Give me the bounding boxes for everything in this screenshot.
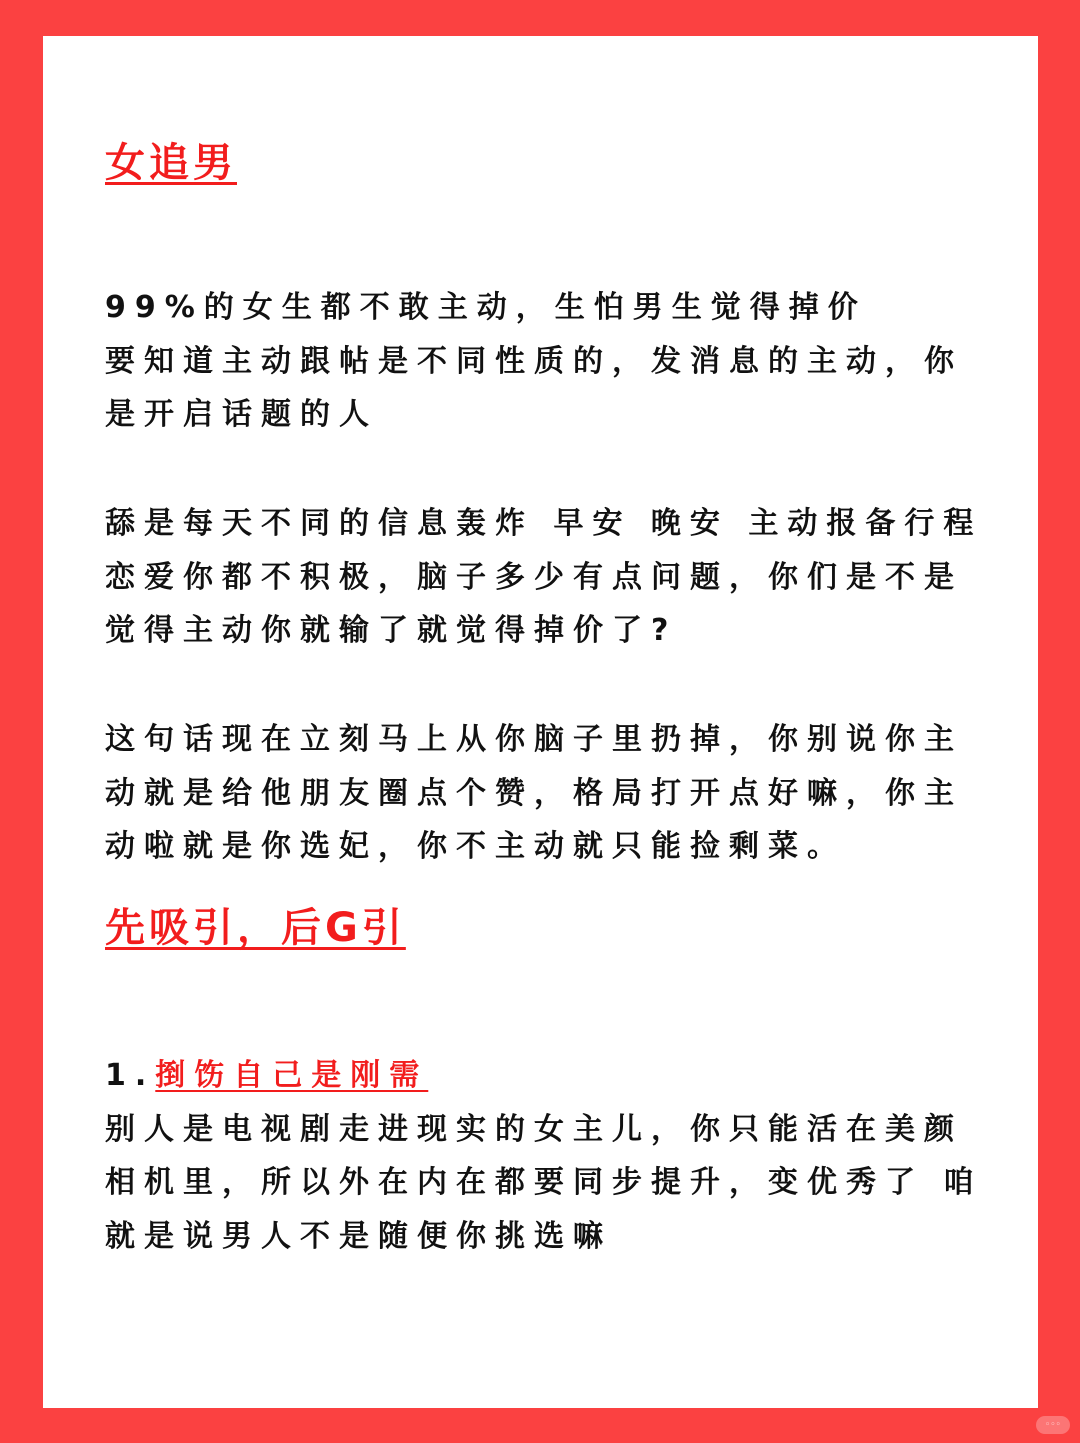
text-line: 这句话现在立刻马上从你脑子里扔掉，你别说你主 xyxy=(105,722,963,757)
text-line: 动啦就是你选妃，你不主动就只能捡剩菜。 xyxy=(105,829,846,864)
paragraph-2 xyxy=(105,497,1005,658)
text-line: 相机里，所以外在内在都要同步提升，变优秀了 咱 xyxy=(105,1165,983,1200)
item-heading-line xyxy=(105,1049,1005,1103)
paragraph-3 xyxy=(105,713,1005,874)
paragraph-item-1 xyxy=(105,1049,1005,1263)
text-line: 觉得主动你就输了就觉得掉价了? xyxy=(105,613,678,648)
text-line: 就是说男人不是随便你挑选嘛 xyxy=(105,1218,612,1254)
item-title: 捯饬自己是刚需 xyxy=(155,1058,429,1093)
text-line: 动就是给他朋友圈点个赞，格局打开点好嘛，你主 xyxy=(105,775,963,811)
content-card xyxy=(43,36,1038,1408)
text-line: 恋爱你都不积极，脑子多少有点问题，你们是不是 xyxy=(105,559,963,595)
paragraph-1 xyxy=(105,281,1005,442)
watermark-logo: ◦◦◦ xyxy=(1036,1416,1070,1434)
text-line: 舔是每天不同的信息轰炸 早安 晚安 主动报备行程 xyxy=(105,506,983,541)
text-line: 是开启话题的人 xyxy=(105,397,378,432)
section-title-girl-chases-guy: 女追男 xyxy=(105,140,237,186)
item-number: 1. xyxy=(105,1058,156,1093)
text-line: 别人是电视剧走进现实的女主儿，你只能活在美颜 xyxy=(105,1111,963,1147)
text-line: 99%的女生都不敢主动，生怕男生觉得掉价 xyxy=(105,290,867,325)
text-line: 要知道主动跟帖是不同性质的，发消息的主动，你 xyxy=(105,343,963,379)
section-title-attract-first: 先吸引，后G引 xyxy=(105,905,406,951)
